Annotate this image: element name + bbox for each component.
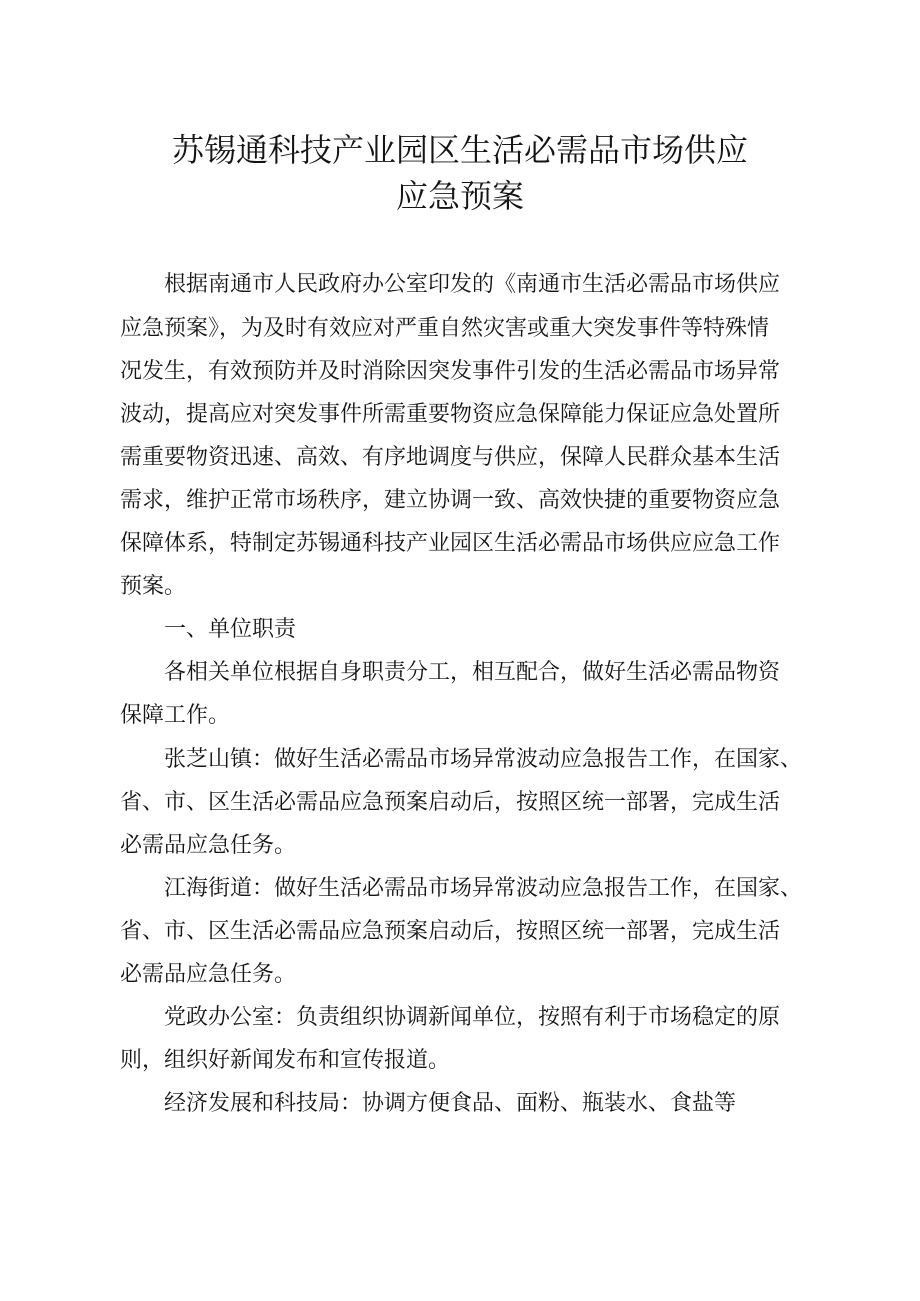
- body-line-15: 江海街道：做好生活必需品市场异常波动应急报告工作，在国家、: [120, 876, 803, 901]
- body-line-13: 省、市、区生活必需品应急预案启动后，按照区统一部署，完成生活: [120, 790, 781, 815]
- body-line-16: 省、市、区生活必需品应急预案启动后，按照区统一部署，完成生活: [120, 919, 781, 944]
- body-line-8: 预案。: [120, 574, 187, 599]
- document-title-line-2: 应急预案: [395, 177, 524, 215]
- body-line-7: 保障体系，特制定苏锡通科技产业园区生活必需品市场供应应急工作: [120, 531, 781, 556]
- body-line-17: 必需品应急任务。: [120, 962, 297, 987]
- body-line-12: 张芝山镇：做好生活必需品市场异常波动应急报告工作，在国家、: [120, 747, 803, 772]
- body-line-20: 经济发展和科技局：协调方便食品、面粉、瓶装水、食盐等: [120, 1091, 737, 1116]
- body-line-5: 需重要物资迅速、高效、有序地调度与供应，保障人民群众基本生活: [120, 445, 781, 470]
- body-line-18: 党政办公室：负责组织协调新闻单位，按照有利于市场稳定的原: [120, 1005, 781, 1030]
- body-line-3: 况发生，有效预防并及时消除因突发事件引发的生活必需品市场异常: [120, 359, 781, 384]
- body-line-11: 保障工作。: [120, 703, 231, 728]
- body-line-4: 波动，提高应对突发事件所需重要物资应急保障能力保证应急处置所: [120, 402, 781, 427]
- section-heading: 一、单位职责: [120, 617, 297, 642]
- body-line-19: 则，组织好新闻发布和宣传报道。: [120, 1048, 451, 1073]
- body-line-14: 必需品应急任务。: [120, 833, 297, 858]
- body-line-2: 应急预案》，为及时有效应对严重自然灾害或重大突发事件等特殊情: [120, 316, 770, 341]
- body-line-6: 需求，维护正常市场秩序，建立协调一致、高效快捷的重要物资应急: [120, 488, 781, 513]
- body-line-10: 各相关单位根据自身职责分工，相互配合，做好生活必需品物资: [120, 660, 781, 685]
- body-line-1: 根据南通市人民政府办公室印发的《南通市生活必需品市场供应: [120, 272, 781, 297]
- document-title-line-1: 苏锡通科技产业园区生活必需品市场供应: [171, 131, 748, 169]
